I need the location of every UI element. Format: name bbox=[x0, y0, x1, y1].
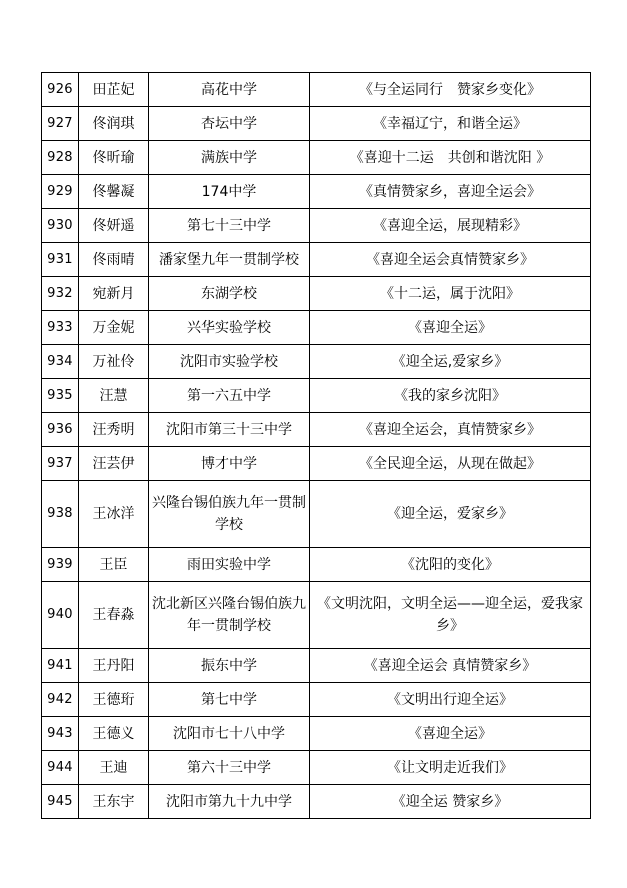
student-name-cell: 王德义 bbox=[79, 717, 149, 751]
table-row bbox=[42, 717, 591, 751]
work-title-cell: 《喜迎全运会 真情赞家乡》 bbox=[310, 649, 591, 683]
student-name-cell: 王东宇 bbox=[79, 785, 149, 819]
student-name-cell: 汪秀明 bbox=[79, 413, 149, 447]
school-name-cell: 振东中学 bbox=[149, 649, 310, 683]
table-row bbox=[42, 751, 591, 785]
table-row bbox=[42, 481, 591, 548]
student-name-cell: 佟雨晴 bbox=[79, 243, 149, 277]
entry-number-cell: 934 bbox=[42, 345, 79, 379]
school-name-cell: 杏坛中学 bbox=[149, 107, 310, 141]
table-row bbox=[42, 447, 591, 481]
entry-number-cell: 935 bbox=[42, 379, 79, 413]
work-title-cell: 《全民迎全运，从现在做起》 bbox=[310, 447, 591, 481]
school-name-cell: 第七中学 bbox=[149, 683, 310, 717]
entry-number-cell: 931 bbox=[42, 243, 79, 277]
entry-number-cell: 933 bbox=[42, 311, 79, 345]
table-row bbox=[42, 413, 591, 447]
student-name-cell: 王迪 bbox=[79, 751, 149, 785]
table-row bbox=[42, 277, 591, 311]
school-name-cell: 第七十三中学 bbox=[149, 209, 310, 243]
school-name-cell: 第六十三中学 bbox=[149, 751, 310, 785]
student-name-cell: 佟昕瑜 bbox=[79, 141, 149, 175]
entry-number-cell: 927 bbox=[42, 107, 79, 141]
work-title-cell: 《文明出行迎全运》 bbox=[310, 683, 591, 717]
school-name-cell: 高花中学 bbox=[149, 73, 310, 107]
student-name-cell: 王臣 bbox=[79, 548, 149, 582]
table-row bbox=[42, 785, 591, 819]
entry-number-cell: 938 bbox=[42, 481, 79, 548]
student-name-cell: 万祉伶 bbox=[79, 345, 149, 379]
work-title-cell: 《让文明走近我们》 bbox=[310, 751, 591, 785]
school-name-cell: 东湖学校 bbox=[149, 277, 310, 311]
table-row bbox=[42, 311, 591, 345]
table-row bbox=[42, 683, 591, 717]
work-title-cell: 《沈阳的变化》 bbox=[310, 548, 591, 582]
school-name-cell: 174中学 bbox=[149, 175, 310, 209]
school-name-cell: 博才中学 bbox=[149, 447, 310, 481]
student-name-cell: 王春淼 bbox=[79, 582, 149, 649]
entry-number-cell: 941 bbox=[42, 649, 79, 683]
school-name-cell: 沈阳市七十八中学 bbox=[149, 717, 310, 751]
work-title-cell: 《文明沈阳，文明全运——迎全运，爱我家乡》 bbox=[310, 582, 591, 649]
table-row bbox=[42, 649, 591, 683]
table-row bbox=[42, 175, 591, 209]
student-name-cell: 汪芸伊 bbox=[79, 447, 149, 481]
entry-number-cell: 939 bbox=[42, 548, 79, 582]
table-row bbox=[42, 582, 591, 649]
student-name-cell: 万金妮 bbox=[79, 311, 149, 345]
school-name-cell: 沈阳市实验学校 bbox=[149, 345, 310, 379]
work-title-cell: 《真情赞家乡，喜迎全运会》 bbox=[310, 175, 591, 209]
school-name-cell: 沈阳市第九十九中学 bbox=[149, 785, 310, 819]
work-title-cell: 《迎全运,爱家乡》 bbox=[310, 345, 591, 379]
work-title-cell: 《迎全运，爱家乡》 bbox=[310, 481, 591, 548]
work-title-cell: 《喜迎全运，展现精彩》 bbox=[310, 209, 591, 243]
student-name-cell: 田芷妃 bbox=[79, 73, 149, 107]
entry-number-cell: 940 bbox=[42, 582, 79, 649]
work-title-cell: 《喜迎全运》 bbox=[310, 717, 591, 751]
student-name-cell: 佟馨凝 bbox=[79, 175, 149, 209]
entry-number-cell: 936 bbox=[42, 413, 79, 447]
work-title-cell: 《十二运，属于沈阳》 bbox=[310, 277, 591, 311]
student-name-cell: 佟润琪 bbox=[79, 107, 149, 141]
work-title-cell: 《喜迎全运会，真情赞家乡》 bbox=[310, 413, 591, 447]
work-title-cell: 《喜迎全运会真情赞家乡》 bbox=[310, 243, 591, 277]
school-name-cell: 潘家堡九年一贯制学校 bbox=[149, 243, 310, 277]
entry-number-cell: 944 bbox=[42, 751, 79, 785]
table-row bbox=[42, 73, 591, 107]
student-name-cell: 汪慧 bbox=[79, 379, 149, 413]
work-title-cell: 《幸福辽宁，和谐全运》 bbox=[310, 107, 591, 141]
work-title-cell: 《迎全运 赞家乡》 bbox=[310, 785, 591, 819]
table-row bbox=[42, 548, 591, 582]
school-name-cell: 兴隆台锡伯族九年一贯制学校 bbox=[149, 481, 310, 548]
table-row bbox=[42, 243, 591, 277]
student-name-cell: 王德珩 bbox=[79, 683, 149, 717]
work-title-cell: 《喜迎全运》 bbox=[310, 311, 591, 345]
table-row bbox=[42, 141, 591, 175]
school-name-cell: 兴华实验学校 bbox=[149, 311, 310, 345]
school-name-cell: 沈阳市第三十三中学 bbox=[149, 413, 310, 447]
school-name-cell: 满族中学 bbox=[149, 141, 310, 175]
work-title-cell: 《与全运同行 赞家乡变化》 bbox=[310, 73, 591, 107]
entry-number-cell: 937 bbox=[42, 447, 79, 481]
table-row bbox=[42, 107, 591, 141]
entry-number-cell: 945 bbox=[42, 785, 79, 819]
table-row bbox=[42, 379, 591, 413]
entry-number-cell: 932 bbox=[42, 277, 79, 311]
entry-number-cell: 930 bbox=[42, 209, 79, 243]
work-title-cell: 《喜迎十二运 共创和谐沈阳 》 bbox=[310, 141, 591, 175]
school-name-cell: 雨田实验中学 bbox=[149, 548, 310, 582]
student-name-cell: 宛新月 bbox=[79, 277, 149, 311]
roster-body bbox=[42, 73, 591, 819]
student-name-cell: 佟妍遥 bbox=[79, 209, 149, 243]
roster-table bbox=[41, 72, 591, 819]
table-row bbox=[42, 345, 591, 379]
school-name-cell: 第一六五中学 bbox=[149, 379, 310, 413]
entry-number-cell: 926 bbox=[42, 73, 79, 107]
school-name-cell: 沈北新区兴隆台锡伯族九年一贯制学校 bbox=[149, 582, 310, 649]
entry-number-cell: 942 bbox=[42, 683, 79, 717]
entry-number-cell: 928 bbox=[42, 141, 79, 175]
entry-number-cell: 943 bbox=[42, 717, 79, 751]
work-title-cell: 《我的家乡沈阳》 bbox=[310, 379, 591, 413]
student-name-cell: 王冰洋 bbox=[79, 481, 149, 548]
table-row bbox=[42, 209, 591, 243]
entry-number-cell: 929 bbox=[42, 175, 79, 209]
student-name-cell: 王丹阳 bbox=[79, 649, 149, 683]
